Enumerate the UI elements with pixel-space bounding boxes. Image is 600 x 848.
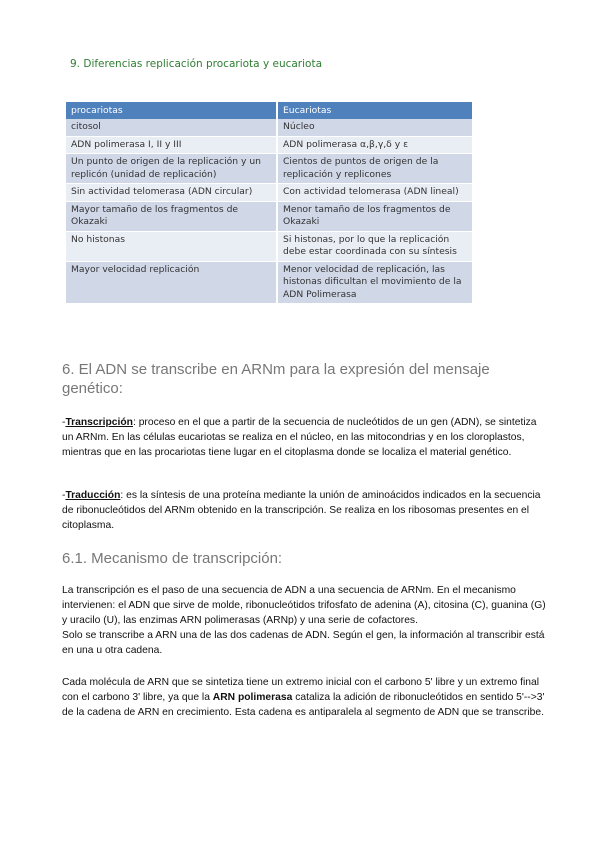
table-header-row <box>66 102 473 119</box>
heading-6-1: 6.1. Mecanismo de transcripción: <box>62 550 283 567</box>
table-cell: Un punto de origen de la replicación y un replicón (unidad de replicación) <box>66 154 277 184</box>
table-cell: Sin actividad telomerasa (ADN circular) <box>66 184 277 202</box>
table-row <box>66 154 473 184</box>
table-cell: Mayor tamaño de los fragmentos de Okazaki <box>66 201 277 231</box>
paragraph-mecanismo <box>62 583 548 658</box>
replication-comparison-table <box>66 102 474 304</box>
heading-6: 6. El ADN se transcribe en ARNm para la expresión del mensaje genético: <box>62 361 490 397</box>
table-cell: No histonas <box>66 231 277 261</box>
table-cell: Mayor velocidad replicación <box>66 261 277 304</box>
table-cell: Menor tamaño de los fragmentos de Okazaki <box>277 201 473 231</box>
paragraph-traduccion <box>62 488 548 533</box>
header-eucariotas: Eucariotas <box>277 102 473 119</box>
transcripcion-text: : proceso en el que a partir de la secuencia de nucleótidos de un gen (ADN), se sintetiza un ARNm. En las células eucariotas se realiza en el núcleo, en las mitocondrias y en los cloroplastos, mientras que en las procariotas tiene lugar en el citoplasma donde se localiza el material genético. <box>62 417 537 458</box>
table-cell: Con actividad telomerasa (ADN lineal) <box>277 184 473 202</box>
dash: - <box>62 417 66 428</box>
arn-text-before: Cada molécula de ARN que se sintetiza tiene un extremo inicial con el carbono 5' libre y un extremo final con el carbono 3' libre, ya que la <box>62 677 540 703</box>
table-cell: citosol <box>66 119 277 136</box>
table-row <box>66 136 473 154</box>
header-procariotas: procariotas <box>66 102 277 119</box>
dash: - <box>62 490 66 501</box>
term-traduccion: Traducción <box>65 490 121 501</box>
table-cell: ADN polimerasa I, II y III <box>66 136 277 154</box>
arn-polimerasa-term: ARN polimerasa <box>212 692 293 703</box>
table-row <box>66 184 473 202</box>
table-cell: Cientos de puntos de origen de la replicación y replicones <box>277 154 473 184</box>
paragraph-arn-molecula <box>62 675 548 720</box>
section-9-title: 9. Diferencias replicación procariota y eucariota <box>70 58 323 70</box>
arn-text-after: cataliza la adición de ribonucleótidos en sentido 5'-->3' de la cadena de ARN en crecimiento. Esta cadena es antiparalela al segmento de ADN que se transcribe. <box>62 692 545 718</box>
mecanismo-text-1: La transcripción es el paso de una secuencia de ADN a una secuencia de ARNm. En el mecanismo intervienen: el ADN que sirve de molde, ribonucleótidos trifosfato de adenina (A), citosina (C), guanina (G) y uracilo (U), las enzimas ARN polimerasas (ARNp) y una serie de cofactores. <box>62 585 546 626</box>
traduccion-text: : es la síntesis de una proteína mediante la unión de aminoácidos indicados en la secuencia de ribonucleótidos del ARNm obtenido en la transcripción. Se realiza en los ribosomas presentes en el citoplasma. <box>62 490 541 531</box>
table-cell: Núcleo <box>277 119 473 136</box>
table-cell: ADN polimerasa α,β,γ,δ y ε <box>277 136 473 154</box>
paragraph-transcripcion <box>62 415 548 460</box>
term-transcripcion: Transcripción <box>65 417 133 428</box>
table-row <box>66 201 473 231</box>
table-row <box>66 231 473 261</box>
table-row <box>66 119 473 136</box>
table-cell: Si histonas, por lo que la replicación debe estar coordinada con su síntesis <box>277 231 473 261</box>
table-cell: Menor velocidad de replicación, las histonas dificultan el movimiento de la ADN Polimerasa <box>277 261 473 304</box>
mecanismo-text-2: Solo se transcribe a ARN una de las dos cadenas de ADN. Según el gen, la información al transcribir está en una u otra cadena. <box>62 630 545 656</box>
table-row <box>66 261 473 304</box>
